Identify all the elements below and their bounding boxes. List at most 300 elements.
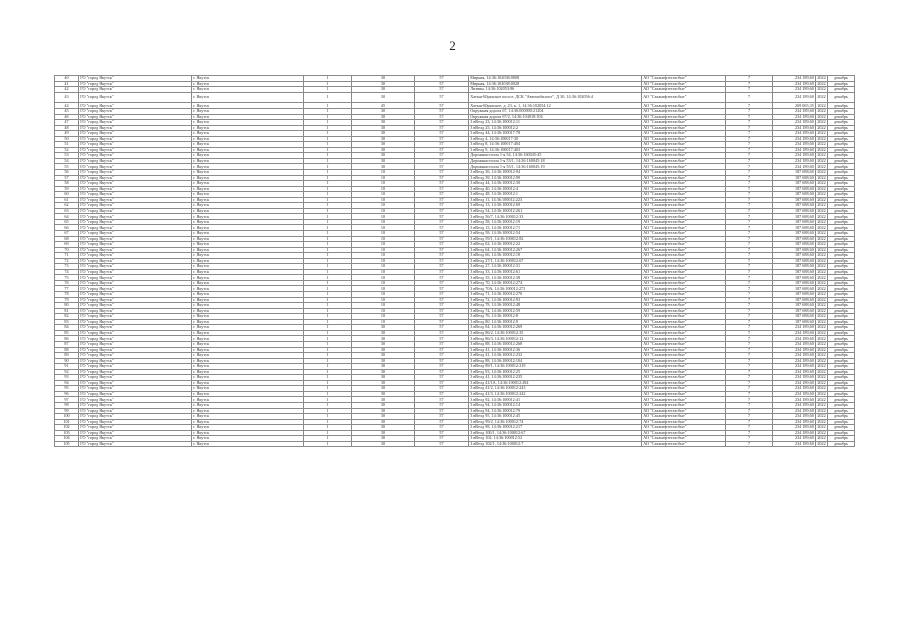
year-cell: 2022 xyxy=(817,396,826,402)
units-cell: 1 xyxy=(304,408,352,414)
municipality-cell: ГО "город Якутск" xyxy=(79,308,192,314)
municipality-cell: ГО "город Якутск" xyxy=(79,347,192,353)
settlement-cell: г. Якутск xyxy=(192,308,304,314)
category-cell: 7 xyxy=(726,103,773,109)
year-cell: 2022 xyxy=(817,413,826,419)
code-cell: 57 xyxy=(415,436,469,442)
address-cell: 3 вВелд 54, 14:36:100012:261 xyxy=(469,208,642,214)
amount-cell: 187 688,60 xyxy=(773,275,816,281)
capacity-cell: 30 xyxy=(352,436,415,442)
row-number-cell: 68 xyxy=(55,236,79,242)
month-cell: декабрь xyxy=(828,375,855,381)
month-cell: декабрь xyxy=(828,258,855,264)
capacity-cell: 30 xyxy=(352,131,415,137)
code-cell: 57 xyxy=(415,275,469,281)
settlement-cell: г. Якутск xyxy=(192,297,304,303)
settlement-cell: г. Якутск xyxy=(192,347,304,353)
municipality-cell: ГО "город Якутск" xyxy=(79,92,192,103)
amount-cell: 234 189,60 xyxy=(773,430,816,436)
units-cell: 1 xyxy=(304,203,352,209)
code-cell: 57 xyxy=(415,341,469,347)
operator-cell: АО "Саханефтегазсбыт" xyxy=(642,341,726,347)
address-cell: 3 вВелд 62, 14:36:100012:22 xyxy=(469,242,642,248)
settlement-cell: г. Якутск xyxy=(192,402,304,408)
units-cell: 1 xyxy=(304,197,352,203)
month-cell: декабрь xyxy=(828,408,855,414)
municipality-cell: ГО "город Якутск" xyxy=(79,147,192,153)
municipality-cell: ГО "город Якутск" xyxy=(79,231,192,237)
operator-cell: АО "Саханефтегазсбыт" xyxy=(642,308,726,314)
municipality-cell: ГО "город Якутск" xyxy=(79,131,192,137)
units-cell: 1 xyxy=(304,231,352,237)
amount-cell: 234 189,60 xyxy=(773,364,816,370)
code-cell: 57 xyxy=(415,186,469,192)
row-number-cell: 51 xyxy=(55,142,79,148)
settlement-cell: г. Якутск xyxy=(192,103,304,109)
category-cell: 7 xyxy=(726,192,773,198)
month-cell: декабрь xyxy=(828,153,855,159)
year-cell: 2022 xyxy=(817,152,826,158)
capacity-cell: 10 xyxy=(352,297,415,303)
operator-cell: АО "Саханефтегазсбыт" xyxy=(642,408,726,414)
amount-cell: 234 189,60 xyxy=(773,425,816,431)
month-cell: декабрь xyxy=(828,314,855,320)
settlement-cell: г. Якутск xyxy=(192,114,304,120)
units-cell: 1 xyxy=(304,192,352,198)
address-cell: 3 вВелд 15, 14:36:100012:71 xyxy=(469,225,642,231)
row-number-cell: 94 xyxy=(55,380,79,386)
row-number-cell: 70 xyxy=(55,247,79,253)
municipality-cell: ГО "город Якутск" xyxy=(79,336,192,342)
amount-cell: 187 688,60 xyxy=(773,269,816,275)
units-cell: 1 xyxy=(304,153,352,159)
operator-cell: АО "Саханефтегазсбыт" xyxy=(642,108,726,114)
amount-cell: 234 189,60 xyxy=(773,164,816,170)
operator-cell: АО "Саханефтегазсбыт" xyxy=(642,242,726,248)
units-cell: 1 xyxy=(304,236,352,242)
address-cell: 3 вВелд 39, 14:36:100012:99 xyxy=(469,175,642,181)
category-cell: 7 xyxy=(726,269,773,275)
code-cell: 57 xyxy=(415,142,469,148)
municipality-cell: ГО "город Якутск" xyxy=(79,386,192,392)
settlement-cell: г. Якутск xyxy=(192,158,304,164)
row-number-cell: 52 xyxy=(55,147,79,153)
municipality-cell: ГО "город Якутск" xyxy=(79,103,192,109)
operator-cell: АО "Саханефтегазсбыт" xyxy=(642,114,726,120)
amount-cell: 234 189,60 xyxy=(773,108,816,114)
month-cell: декабрь xyxy=(828,425,855,431)
year-cell: 2022 xyxy=(817,285,826,291)
address-cell: 3 вВелд 58, 14:36:100012:19 xyxy=(469,219,642,225)
category-cell: 7 xyxy=(726,114,773,120)
code-cell: 57 xyxy=(415,303,469,309)
capacity-cell: 10 xyxy=(352,319,415,325)
units-cell: 1 xyxy=(304,297,352,303)
amount-cell: 187 688,60 xyxy=(773,314,816,320)
units-cell: 1 xyxy=(304,114,352,120)
year-cell: 2022 xyxy=(817,208,826,213)
operator-cell: АО "Саханефтегазсбыт" xyxy=(642,380,726,386)
capacity-cell: 30 xyxy=(352,147,415,153)
address-cell: 3 вВелд 94, 14:36:100012:14 xyxy=(469,402,642,408)
month-cell: декабрь xyxy=(828,319,855,325)
category-cell: 7 xyxy=(726,247,773,253)
code-cell: 57 xyxy=(415,81,469,87)
settlement-cell: г. Якутск xyxy=(192,247,304,253)
month-cell: декабрь xyxy=(828,386,855,392)
address-cell: 3 вВелд 84, 14:36:100012:269 xyxy=(469,325,642,331)
code-cell: 57 xyxy=(415,76,469,82)
address-cell: 3 вВелд 23, 14:36:100012:11 xyxy=(469,120,642,126)
capacity-cell: 10 xyxy=(352,258,415,264)
units-cell: 1 xyxy=(304,308,352,314)
amount-cell: 234 189,60 xyxy=(773,386,816,392)
amount-cell: 187 688,60 xyxy=(773,297,816,303)
units-cell: 1 xyxy=(304,402,352,408)
capacity-cell: 30 xyxy=(352,87,415,93)
category-cell: 7 xyxy=(726,203,773,209)
category-cell: 7 xyxy=(726,108,773,114)
month-cell: декабрь xyxy=(828,219,855,225)
municipality-cell: ГО "город Якутск" xyxy=(79,419,192,425)
code-cell: 57 xyxy=(415,192,469,198)
settlement-cell: г. Якутск xyxy=(192,430,304,436)
operator-cell: АО "Саханефтегазсбыт" xyxy=(642,347,726,353)
category-cell: 7 xyxy=(726,170,773,176)
code-cell: 57 xyxy=(415,247,469,253)
year-cell: 2022 xyxy=(817,430,826,435)
category-cell: 7 xyxy=(726,253,773,259)
municipality-cell: ГО "город Якутск" xyxy=(79,330,192,336)
capacity-cell: 30 xyxy=(352,425,415,431)
row-number-cell: 44 xyxy=(55,103,79,109)
operator-cell: АО "Саханефтегазсбыт" xyxy=(642,358,726,364)
year-cell: 2022 xyxy=(817,180,826,186)
municipality-cell: ГО "город Якутск" xyxy=(79,197,192,203)
address-cell: 3 вВелд 78, 14:36:100012:48 xyxy=(469,303,642,309)
amount-cell: 234 189,60 xyxy=(773,380,816,386)
capacity-cell: 30 xyxy=(352,325,415,331)
amount-cell: 234 189,60 xyxy=(773,397,816,403)
month-cell: декабрь xyxy=(828,136,855,142)
capacity-cell: 30 xyxy=(352,369,415,375)
settlement-cell: г. Якутск xyxy=(192,380,304,386)
units-cell: 1 xyxy=(304,125,352,131)
capacity-cell: 10 xyxy=(352,308,415,314)
category-cell: 7 xyxy=(726,292,773,298)
year-cell: 2022 xyxy=(817,81,826,86)
operator-cell: АО "Саханефтегазсбыт" xyxy=(642,391,726,397)
municipality-cell: ГО "город Якутск" xyxy=(79,353,192,359)
code-cell: 57 xyxy=(415,264,469,270)
code-cell: 57 xyxy=(415,208,469,214)
capacity-cell: 30 xyxy=(352,81,415,87)
code-cell: 57 xyxy=(415,280,469,286)
municipality-cell: ГО "город Якутск" xyxy=(79,391,192,397)
municipality-cell: ГО "город Якутск" xyxy=(79,136,192,142)
code-cell: 57 xyxy=(415,197,469,203)
settlement-cell: г. Якутск xyxy=(192,225,304,231)
capacity-cell: 30 xyxy=(352,441,415,447)
month-cell: декабрь xyxy=(828,197,855,203)
municipality-cell: ГО "город Якутск" xyxy=(79,408,192,414)
row-number-cell: 69 xyxy=(55,242,79,248)
code-cell: 57 xyxy=(415,108,469,114)
amount-cell: 187 688,60 xyxy=(773,186,816,192)
amount-cell: 187 688,60 xyxy=(773,214,816,220)
capacity-cell: 10 xyxy=(352,280,415,286)
category-cell: 7 xyxy=(726,386,773,392)
settlement-cell: г. Якутск xyxy=(192,253,304,259)
municipality-cell: ГО "город Якутск" xyxy=(79,425,192,431)
settlement-cell: г. Якутск xyxy=(192,142,304,148)
settlement-cell: г. Якутск xyxy=(192,358,304,364)
category-cell: 7 xyxy=(726,314,773,320)
year-cell: 2022 xyxy=(817,380,826,385)
municipality-cell: ГО "город Якутск" xyxy=(79,430,192,436)
address-cell: 3 вВелд 80, 14:36:100012:9 xyxy=(469,319,642,325)
row-number-cell: 74 xyxy=(55,269,79,275)
category-cell: 7 xyxy=(726,369,773,375)
capacity-cell: 10 xyxy=(352,181,415,187)
row-number-cell: 79 xyxy=(55,297,79,303)
month-cell: декабрь xyxy=(828,341,855,347)
operator-cell: АО "Саханефтегазсбыт" xyxy=(642,369,726,375)
settlement-cell: г. Якутск xyxy=(192,286,304,292)
row-number-cell: 81 xyxy=(55,308,79,314)
year-cell: 2022 xyxy=(817,297,826,302)
category-cell: 7 xyxy=(726,353,773,359)
units-cell: 1 xyxy=(304,170,352,176)
operator-cell: АО "Саханефтегазсбыт" xyxy=(642,181,726,187)
units-cell: 1 xyxy=(304,425,352,431)
month-cell: декабрь xyxy=(828,441,855,447)
row-number-cell: 58 xyxy=(55,181,79,187)
settlement-cell: г. Якутск xyxy=(192,92,304,103)
month-cell: декабрь xyxy=(828,175,855,181)
units-cell: 1 xyxy=(304,103,352,109)
amount-cell: 234 189,60 xyxy=(773,131,816,137)
operator-cell: АО "Саханефтегазсбыт" xyxy=(642,219,726,225)
amount-cell: 234 189,60 xyxy=(773,125,816,131)
year-cell: 2022 xyxy=(817,424,826,430)
code-cell: 57 xyxy=(415,164,469,170)
capacity-cell: 10 xyxy=(352,231,415,237)
row-number-cell: 92 xyxy=(55,369,79,375)
amount-cell: 234 189,60 xyxy=(773,436,816,442)
address-cell: Мирная, 14:36:102038:0028 xyxy=(469,81,642,87)
month-cell: декабрь xyxy=(828,170,855,176)
operator-cell: АО "Саханефтегазсбыт" xyxy=(642,319,726,325)
row-number-cell: 61 xyxy=(55,197,79,203)
address-cell: 3 вВелд 9, 14:36:100017:403 xyxy=(469,147,642,153)
code-cell: 57 xyxy=(415,358,469,364)
operator-cell: АО "Саханефтегазсбыт" xyxy=(642,158,726,164)
year-cell: 2022 xyxy=(817,175,826,180)
units-cell: 1 xyxy=(304,92,352,103)
amount-cell: 187 688,60 xyxy=(773,253,816,259)
address-cell: 3 вВелд 70, 14:36:100012:274 xyxy=(469,280,642,286)
year-cell: 2022 xyxy=(817,280,826,286)
category-cell: 7 xyxy=(726,275,773,281)
row-number-cell: 72 xyxy=(55,258,79,264)
amount-cell: 187 688,60 xyxy=(773,175,816,181)
year-cell: 2022 xyxy=(817,119,826,125)
operator-cell: АО "Саханефтегазсбыт" xyxy=(642,253,726,259)
capacity-cell: 10 xyxy=(352,264,415,270)
amount-cell: 234 189,60 xyxy=(773,419,816,425)
units-cell: 1 xyxy=(304,181,352,187)
operator-cell: АО "Саханефтегазсбыт" xyxy=(642,364,726,370)
month-cell: декабрь xyxy=(828,364,855,370)
settlement-cell: г. Якутск xyxy=(192,303,304,309)
capacity-cell: 30 xyxy=(352,341,415,347)
units-cell: 1 xyxy=(304,336,352,342)
units-cell: 1 xyxy=(304,275,352,281)
year-cell: 2022 xyxy=(817,191,826,197)
municipality-cell: ГО "город Якутск" xyxy=(79,158,192,164)
code-cell: 57 xyxy=(415,369,469,375)
category-cell: 7 xyxy=(726,364,773,370)
category-cell: 7 xyxy=(726,325,773,331)
municipality-cell: ГО "город Якутск" xyxy=(79,258,192,264)
operator-cell: АО "Саханефтегазсбыт" xyxy=(642,247,726,253)
code-cell: 57 xyxy=(415,158,469,164)
year-cell: 2022 xyxy=(817,258,826,263)
year-cell: 2022 xyxy=(817,236,826,241)
operator-cell: АО "Саханефтегазсбыт" xyxy=(642,386,726,392)
capacity-cell: 30 xyxy=(352,353,415,359)
category-cell: 7 xyxy=(726,76,773,82)
amount-cell: 234 189,60 xyxy=(773,81,816,87)
year-cell: 2022 xyxy=(817,308,826,313)
capacity-cell: 30 xyxy=(352,358,415,364)
code-cell: 57 xyxy=(415,330,469,336)
capacity-cell: 30 xyxy=(352,408,415,414)
code-cell: 57 xyxy=(415,231,469,237)
category-cell: 7 xyxy=(726,425,773,431)
month-cell: декабрь xyxy=(828,114,855,120)
units-cell: 1 xyxy=(304,358,352,364)
code-cell: 57 xyxy=(415,214,469,220)
municipality-cell: ГО "город Якутск" xyxy=(79,375,192,381)
municipality-cell: ГО "город Якутск" xyxy=(79,203,192,209)
amount-cell: 187 688,60 xyxy=(773,242,816,248)
capacity-cell: 10 xyxy=(352,203,415,209)
code-cell: 57 xyxy=(415,430,469,436)
year-cell: 2022 xyxy=(817,163,826,169)
category-cell: 7 xyxy=(726,264,773,270)
capacity-cell: 30 xyxy=(352,414,415,420)
row-number-cell: 75 xyxy=(55,275,79,281)
municipality-cell: ГО "город Якутск" xyxy=(79,269,192,275)
capacity-cell: 10 xyxy=(352,186,415,192)
address-cell: 3 вВелд 41, 14:36:100012:235 xyxy=(469,375,642,381)
category-cell: 7 xyxy=(726,308,773,314)
amount-cell: 234 189,60 xyxy=(773,336,816,342)
municipality-cell: ГО "город Якутск" xyxy=(79,414,192,420)
settlement-cell: г. Якутск xyxy=(192,319,304,325)
amount-cell: 234 189,60 xyxy=(773,414,816,420)
units-cell: 1 xyxy=(304,264,352,270)
year-cell: 2022 xyxy=(817,441,826,446)
settlement-cell: г. Якутск xyxy=(192,125,304,131)
row-number-cell: 101 xyxy=(55,419,79,425)
capacity-cell: 30 xyxy=(352,375,415,381)
code-cell: 57 xyxy=(415,319,469,325)
category-cell: 7 xyxy=(726,258,773,264)
municipality-cell: ГО "город Якутск" xyxy=(79,264,192,270)
code-cell: 57 xyxy=(415,258,469,264)
row-number-cell: 55 xyxy=(55,164,79,170)
operator-cell: АО "Саханефтегазсбыт" xyxy=(642,76,726,82)
month-cell: декабрь xyxy=(828,203,855,209)
address-cell: 3 вВелд 36, 14:36:100012:94 xyxy=(469,170,642,176)
code-cell: 57 xyxy=(415,325,469,331)
address-cell: 3 вВелд 102/1, 14:36:100012:7 xyxy=(469,441,642,447)
municipality-cell: ГО "город Якутск" xyxy=(79,181,192,187)
capacity-cell: 10 xyxy=(352,192,415,198)
settlement-cell: г. Якутск xyxy=(192,341,304,347)
units-cell: 1 xyxy=(304,280,352,286)
address-cell: 3 вВелд 8, 14:36:100017:404 xyxy=(469,142,642,148)
operator-cell: АО "Саханефтегазсбыт" xyxy=(642,402,726,408)
code-cell: 57 xyxy=(415,308,469,314)
settlement-cell: г. Якутск xyxy=(192,181,304,187)
category-cell: 7 xyxy=(726,153,773,159)
category-cell: 7 xyxy=(726,286,773,292)
amount-cell: 187 688,60 xyxy=(773,247,816,253)
units-cell: 1 xyxy=(304,247,352,253)
amount-cell: 234 189,60 xyxy=(773,158,816,164)
municipality-cell: ГО "город Якутск" xyxy=(79,247,192,253)
operator-cell: АО "Саханефтегазсбыт" xyxy=(642,125,726,131)
address-cell: 3 вВелд 44, 14:36:100012:30 xyxy=(469,181,642,187)
month-cell: декабрь xyxy=(828,397,855,403)
amount-cell: 187 688,60 xyxy=(773,280,816,286)
category-cell: 7 xyxy=(726,225,773,231)
year-cell: 2022 xyxy=(817,114,826,119)
operator-cell: АО "Саханефтегазсбыт" xyxy=(642,336,726,342)
year-cell: 2022 xyxy=(817,352,826,358)
code-cell: 57 xyxy=(415,336,469,342)
capacity-cell: 10 xyxy=(352,314,415,320)
row-number-cell: 93 xyxy=(55,375,79,381)
capacity-cell: 30 xyxy=(352,164,415,170)
code-cell: 57 xyxy=(415,136,469,142)
capacity-cell: 10 xyxy=(352,247,415,253)
operator-cell: АО "Саханефтегазсбыт" xyxy=(642,136,726,142)
amount-cell: 187 688,60 xyxy=(773,303,816,309)
municipality-cell: ГО "город Якутск" xyxy=(79,319,192,325)
address-cell: Дорожныстолла 1-я 53/1, 14:36:160045:18 xyxy=(469,158,642,164)
category-cell: 7 xyxy=(726,197,773,203)
month-cell: декабрь xyxy=(828,391,855,397)
year-cell: 2022 xyxy=(817,302,826,308)
settlement-cell: г. Якутск xyxy=(192,325,304,331)
units-cell: 1 xyxy=(304,242,352,248)
code-cell: 57 xyxy=(415,414,469,420)
capacity-cell: 10 xyxy=(352,225,415,231)
municipality-cell: ГО "город Якутск" xyxy=(79,219,192,225)
amount-cell: 234 189,60 xyxy=(773,375,816,381)
capacity-cell: 30 xyxy=(352,336,415,342)
address-cell: 3 вВелд 86/2, 14:36:100012:35 xyxy=(469,330,642,336)
address-cell: 3 вВелд 95, 14:36:100012:45 xyxy=(469,414,642,420)
amount-cell: 234 189,60 xyxy=(773,353,816,359)
year-cell: 2022 xyxy=(817,136,826,141)
units-cell: 1 xyxy=(304,286,352,292)
